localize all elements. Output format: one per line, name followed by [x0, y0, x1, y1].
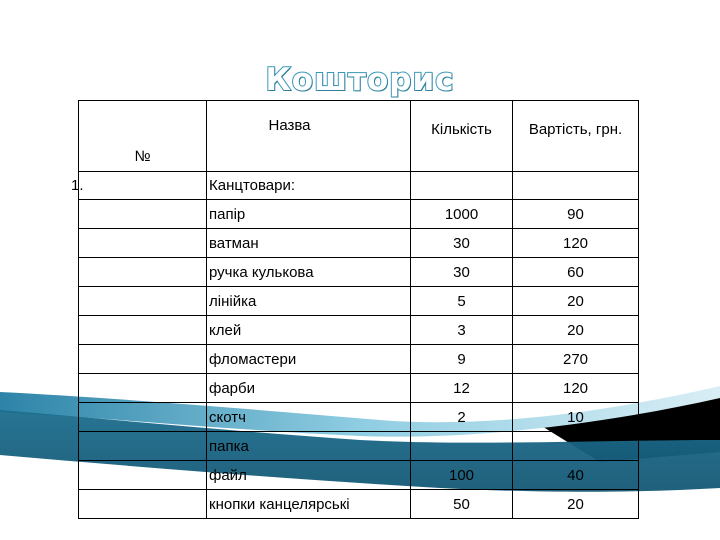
item-cost: 120: [513, 229, 639, 258]
item-name: ватман: [207, 229, 411, 258]
header-cost: Вартість, грн.: [513, 101, 639, 172]
table-header-row: [79, 101, 639, 172]
section-quantity: [411, 172, 513, 200]
item-name: фарби: [207, 374, 411, 403]
header-name: Назва: [207, 101, 411, 172]
table-row: [79, 374, 639, 403]
item-quantity: 100: [411, 461, 513, 490]
row-number-cell: [79, 345, 207, 374]
section-name: Канцтовари:: [207, 172, 411, 200]
estimate-table: [71, 100, 639, 519]
table-row: [79, 229, 639, 258]
table-row: [79, 461, 639, 490]
header-quantity: Кількість: [411, 101, 513, 172]
item-name: скотч: [207, 403, 411, 432]
row-number-cell: [79, 200, 207, 229]
item-quantity: 9: [411, 345, 513, 374]
item-quantity: 12: [411, 374, 513, 403]
row-number-cell: [79, 432, 207, 461]
item-name: ручка кулькова: [207, 258, 411, 287]
section-cost: [513, 172, 639, 200]
item-cost: 20: [513, 287, 639, 316]
item-name: фломастери: [207, 345, 411, 374]
item-cost: 90: [513, 200, 639, 229]
item-quantity: 30: [411, 258, 513, 287]
table-row: [79, 258, 639, 287]
row-number-cell: [79, 258, 207, 287]
table-row: [79, 345, 639, 374]
item-cost: 10: [513, 403, 639, 432]
item-quantity: 50: [411, 490, 513, 519]
item-name: кнопки канцелярські: [207, 490, 411, 519]
item-quantity: 3: [411, 316, 513, 345]
row-number-cell: [79, 461, 207, 490]
table-row: [79, 432, 639, 461]
row-number-cell: [79, 490, 207, 519]
item-quantity: 30: [411, 229, 513, 258]
table-row: [79, 200, 639, 229]
row-number-cell: [79, 403, 207, 432]
item-name: файл: [207, 461, 411, 490]
item-quantity: 5: [411, 287, 513, 316]
header-number: №: [79, 101, 207, 172]
table-row: [79, 490, 639, 519]
item-cost: 120: [513, 374, 639, 403]
item-cost: 20: [513, 316, 639, 345]
item-name: лінійка: [207, 287, 411, 316]
item-cost: 60: [513, 258, 639, 287]
item-name: папір: [207, 200, 411, 229]
table-row: [79, 287, 639, 316]
item-cost: 20: [513, 490, 639, 519]
row-number-cell: [79, 287, 207, 316]
item-cost: [513, 432, 639, 461]
item-name: клей: [207, 316, 411, 345]
page-title: Кошторис: [265, 62, 455, 98]
table-row: [79, 403, 639, 432]
section-row: [79, 172, 639, 200]
item-name: папка: [207, 432, 411, 461]
row-number-cell: [79, 229, 207, 258]
item-quantity: [411, 432, 513, 461]
item-quantity: 2: [411, 403, 513, 432]
item-quantity: 1000: [411, 200, 513, 229]
section-number: 1.: [71, 177, 84, 194]
item-cost: 40: [513, 461, 639, 490]
row-number-cell: [79, 316, 207, 345]
item-cost: 270: [513, 345, 639, 374]
table-row: [79, 316, 639, 345]
row-number-cell: [79, 374, 207, 403]
